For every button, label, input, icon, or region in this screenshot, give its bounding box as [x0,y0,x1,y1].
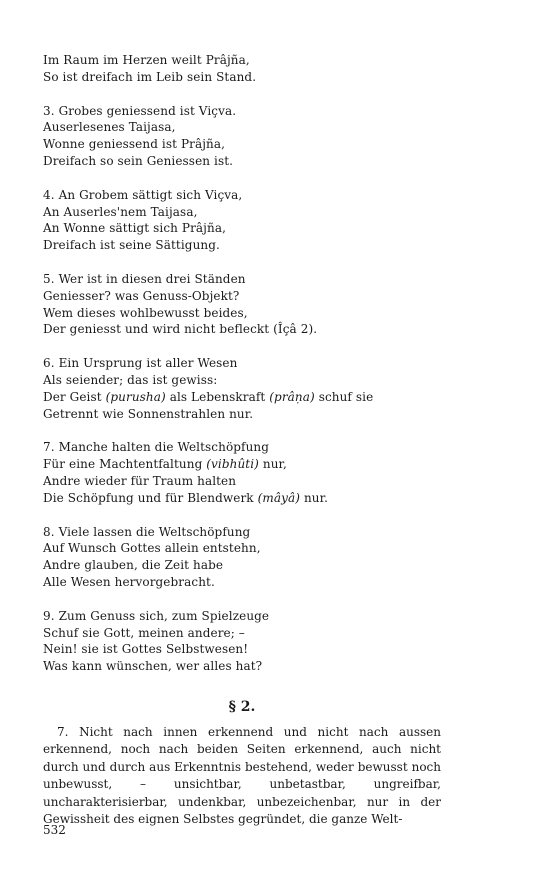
verse-text: Geniesser? was Genuss-Objekt? [43,288,240,303]
verse-text: nur. [300,490,329,505]
verse-text: Der geniesst und wird nicht befleckt (Îçâ 2). [43,322,318,337]
prose-paragraph: 7. Nicht nach innen erkennend und nicht nach aussen erkennend, noch nach beiden Seiten erkennend, auch nicht durch und durch aus Erkenntnis bestehend, weder bewusst noch unbewusst, – unsichtbar, unbetastbar, ungreifbar, uncharakterisierbar, undenkbar, unbezeichenbar, nur in der Gewissheit des eignen Selbstes gegründet, die ganze Welt- [43,725,441,827]
verse-text: Dreifach so sein Geniessen ist. [43,153,234,168]
sanskrit-term: (purusha) [105,389,166,404]
verse-text: Auserlesenes Taijasa, [43,120,176,135]
verse-text: An Wonne sättigt sich Prâjña, [43,221,226,236]
verse-text: 5. Wer ist in diesen drei Ständen [43,271,246,286]
verse-text: Für eine Machtentfaltung [43,457,207,472]
verse-block [43,52,441,692]
verse-text: 9. Zum Genuss sich, zum Spielzeuge [43,608,270,623]
verse-text: Alle Wesen hervorgebracht. [43,574,215,589]
sanskrit-term: (mâyâ) [257,490,301,505]
verse-stanza [43,187,441,254]
verse-line [43,557,441,574]
verse-line [43,288,441,305]
verse-line [43,473,441,490]
verse-line [43,608,441,625]
verse-stanza [43,103,441,170]
verse-line [43,271,441,288]
verse-text: Auf Wunsch Gottes allein entstehn, [43,541,261,556]
verse-text: So ist dreifach im Leib sein Stand. [43,69,257,84]
verse-line [43,103,441,120]
verse-text: Andre wieder für Traum halten [43,473,237,488]
verse-stanza [43,355,441,422]
verse-line [43,187,441,204]
verse-line [43,136,441,153]
verse-text: Im Raum im Herzen weilt Prâjña, [43,53,250,67]
verse-line [43,456,441,473]
verse-line [43,389,441,406]
verse-stanza [43,52,441,86]
verse-line [43,658,441,675]
verse-text: 6. Ein Ursprung ist aller Wesen [43,356,238,371]
verse-stanza [43,524,441,591]
verse-line [43,355,441,372]
verse-text: Wonne geniessend ist Prâjña, [43,137,226,152]
sanskrit-term: (prâṇa) [269,389,315,404]
verse-line [43,52,441,69]
verse-line [43,119,441,136]
verse-line [43,490,441,507]
verse-line [43,237,441,254]
verse-text: Getrennt wie Sonnenstrahlen nur. [43,406,254,421]
verse-line [43,540,441,557]
verse-text: Die Schöpfung und für Blendwerk [43,490,258,505]
verse-text: 7. Manche halten die Weltschöpfung [43,440,270,455]
verse-line [43,305,441,322]
verse-stanza [43,439,441,506]
verse-line [43,204,441,221]
verse-line [43,321,441,338]
verse-text: nur, [258,457,287,472]
verse-text: Dreifach ist seine Sättigung. [43,238,220,253]
verse-text: Als seiender; das ist gewiss: [43,372,218,387]
verse-line [43,641,441,658]
verse-line [43,439,441,456]
verse-text: Wem dieses wohlbewusst beides, [43,305,248,320]
verse-text: An Auserles'nem Taijasa, [43,204,198,219]
verse-text: 3. Grobes geniessend ist Viçva. [43,103,237,118]
verse-text: schuf sie [314,389,374,404]
verse-line [43,69,441,86]
verse-text: Andre glauben, die Zeit habe [43,558,224,573]
verse-line [43,574,441,591]
verse-text: Nein! sie ist Gottes Selbstwesen! [43,642,249,657]
verse-line [43,220,441,237]
verse-text: Der Geist [43,389,106,404]
verse-line [43,372,441,389]
verse-text: als Lebenskraft [165,389,270,404]
verse-text: Was kann wünschen, wer alles hat? [43,659,263,674]
verse-text: 4. An Grobem sättigt sich Viçva, [43,187,243,202]
section-heading: § 2. [228,699,256,715]
verse-line [43,153,441,170]
verse-text: Schuf sie Gott, meinen andere; – [43,625,245,640]
verse-line [43,625,441,642]
verse-stanza [43,271,441,338]
sanskrit-term: (vibhûti) [206,457,259,472]
verse-stanza [43,608,441,675]
page-number: 532 [43,823,66,837]
verse-line [43,406,441,423]
verse-line [43,524,441,541]
verse-text: 8. Viele lassen die Weltschöpfung [43,524,251,539]
